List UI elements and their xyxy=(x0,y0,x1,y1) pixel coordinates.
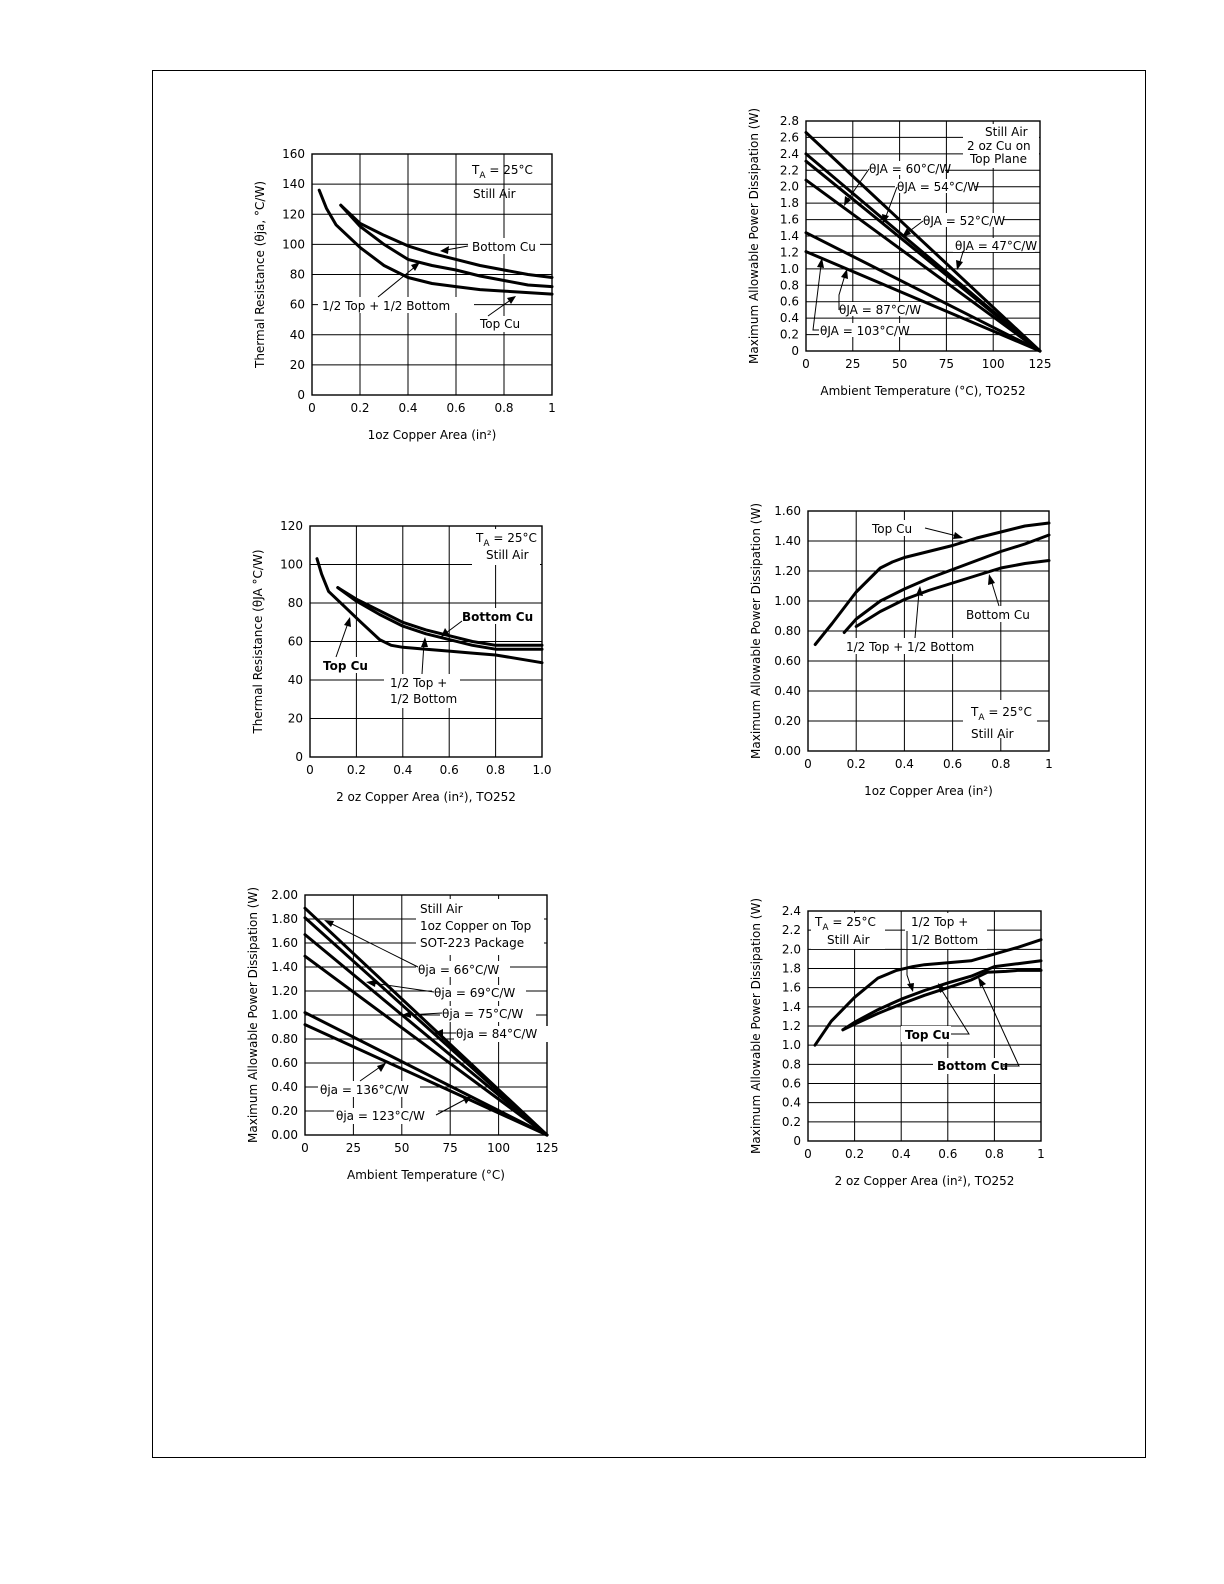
x-tick-label: 0.4 xyxy=(398,401,418,415)
y-tick-label: 1.40 xyxy=(774,534,801,548)
chart-annotations xyxy=(318,899,548,1124)
x-tick-label: 0.2 xyxy=(350,401,370,415)
condition-still-air: Still Air xyxy=(420,902,463,916)
y-tick-label: 0.4 xyxy=(781,1095,801,1110)
x-tick-label: 0.2 xyxy=(846,757,866,771)
x-tick-label: 0.8 xyxy=(494,401,514,415)
x-tick-label: 0 xyxy=(306,763,314,777)
y-tick-label: 0.2 xyxy=(779,327,799,342)
y-tick-label: 0.6 xyxy=(781,1076,801,1091)
condition-ta: $T_A = 25^\circ C$ xyxy=(472,163,533,181)
x-axis-label: 2 oz Copper Area (in²), TO252 xyxy=(336,790,516,804)
x-tick-label: 0.8 xyxy=(984,1147,1004,1161)
y-tick-label: 0.2 xyxy=(781,1114,801,1129)
x-tick-label: 50 xyxy=(394,1141,410,1155)
y-axis-label: Maximum Allowable Power Dissipation (W) xyxy=(749,898,763,1154)
y-tick-label: 2.6 xyxy=(779,130,799,145)
condition-ta: $T_A = 25^\circ C$ xyxy=(476,531,537,549)
y-tick-label: 0.80 xyxy=(271,1032,298,1046)
x-tick-label: 100 xyxy=(981,357,1005,371)
y-tick-label: 1.60 xyxy=(271,936,298,950)
series-label-top-cu: Top Cu xyxy=(480,317,521,331)
series-label-60: θJA = 60°C/W xyxy=(869,162,952,176)
y-tick-label: 0.60 xyxy=(774,654,801,668)
chart-power-vs-area-1oz xyxy=(735,500,1065,810)
series-label-half-bottom: 1/2 Bottom xyxy=(911,933,979,947)
x-tick-label: 1 xyxy=(1037,1147,1045,1161)
x-tick-label: 25 xyxy=(345,1141,362,1155)
x-tick-label: 125 xyxy=(535,1141,559,1155)
x-tick-label: 50 xyxy=(891,357,908,371)
series-label-half-top: 1/2 Top + xyxy=(390,676,448,690)
x-tick-label: 0.6 xyxy=(938,1147,958,1161)
condition-top-plane: Top Plane xyxy=(970,152,1027,166)
y-tick-label: 1.6 xyxy=(779,212,799,227)
x-tick-label: 0.4 xyxy=(894,757,914,771)
y-tick-label: 0 xyxy=(793,1134,801,1148)
y-tick-label: 1.0 xyxy=(779,261,799,276)
series-label-136: θja = 136°C/W xyxy=(320,1083,409,1097)
chart-power-vs-temperature-to252 xyxy=(735,105,1065,415)
series-label-top-cu: Top Cu xyxy=(323,659,368,673)
series-label-47: θJA = 47°C/W xyxy=(955,239,1038,253)
y-tick-label: 0.40 xyxy=(271,1080,298,1094)
series-label-66: θja = 66°C/W xyxy=(418,963,500,977)
series-label-bottom-cu: Bottom Cu xyxy=(937,1059,1009,1073)
y-tick-label: 0.60 xyxy=(271,1056,298,1070)
y-tick-label: 1.4 xyxy=(779,229,799,243)
x-tick-label: 75 xyxy=(938,357,955,371)
x-tick-label: 1 xyxy=(1045,757,1053,771)
y-tick-label: 20 xyxy=(287,711,303,726)
x-tick-label: 0.2 xyxy=(346,763,366,777)
series-label-bottom-cu: Bottom Cu xyxy=(472,240,536,254)
y-tick-label: 80 xyxy=(289,267,305,282)
y-tick-label: 1.8 xyxy=(781,961,801,976)
y-tick-label: 40 xyxy=(289,327,305,342)
y-tick-label: 2.00 xyxy=(271,888,298,902)
x-tick-label: 0.6 xyxy=(439,763,459,777)
condition-still-air: Still Air xyxy=(486,548,529,562)
y-tick-label: 0.00 xyxy=(774,744,801,758)
x-tick-label: 0 xyxy=(308,401,316,415)
y-tick-label: 40 xyxy=(287,673,303,687)
x-tick-label: 25 xyxy=(845,357,861,371)
y-tick-label: 2.2 xyxy=(779,163,799,178)
chart-power-vs-temperature-sot223 xyxy=(240,885,570,1195)
series-label-half-bottom: 1/2 Bottom xyxy=(390,692,458,706)
y-tick-label: 140 xyxy=(282,177,305,192)
condition-still-air: Still Air xyxy=(473,187,516,201)
y-tick-label: 0.20 xyxy=(774,714,801,728)
x-tick-label: 0 xyxy=(802,357,810,371)
y-axis-label: Thermal Resistance (θja, °C/W) xyxy=(253,180,267,369)
y-tick-label: 20 xyxy=(289,357,305,372)
chart-annotations xyxy=(318,163,540,332)
series-label-top-cu: Top Cu xyxy=(872,522,913,536)
series-label-bottom-cu: Bottom Cu xyxy=(462,610,534,624)
y-tick-label: 160 xyxy=(282,147,305,161)
chart-thermal-resistance-2oz xyxy=(250,515,570,815)
y-tick-label: 0.8 xyxy=(781,1057,801,1072)
y-tick-label: 1.6 xyxy=(781,980,801,995)
x-tick-label: 0.2 xyxy=(845,1147,865,1161)
y-tick-label: 1.80 xyxy=(271,912,298,926)
y-tick-label: 120 xyxy=(282,207,305,222)
y-tick-label: 2.4 xyxy=(779,146,799,161)
y-tick-label: 120 xyxy=(280,519,303,533)
y-tick-label: 0.6 xyxy=(779,294,799,309)
chart-power-vs-area-2oz xyxy=(735,895,1065,1195)
condition-still-air: Still Air xyxy=(985,125,1028,139)
x-tick-label: 1.0 xyxy=(532,763,552,777)
chart-thermal-resistance-1oz xyxy=(240,140,580,460)
y-tick-label: 1.60 xyxy=(774,504,801,518)
y-tick-label: 0 xyxy=(295,750,303,764)
y-tick-label: 2.2 xyxy=(781,923,801,938)
series-label-half-top-bottom: 1/2 Top + 1/2 Bottom xyxy=(846,640,975,654)
condition-ta: $T_A = 25^\circ C$ xyxy=(815,915,876,933)
x-axis-label: 1oz Copper Area (in²) xyxy=(864,784,993,798)
y-tick-label: 1.00 xyxy=(271,1008,298,1022)
x-tick-label: 75 xyxy=(442,1141,458,1155)
y-tick-label: 0 xyxy=(791,344,799,358)
x-tick-label: 0.6 xyxy=(446,401,466,415)
x-tick-label: 0.8 xyxy=(486,763,506,777)
series-label-52: θJA = 52°C/W xyxy=(923,214,1006,228)
y-tick-label: 80 xyxy=(287,596,303,610)
y-tick-label: 1.4 xyxy=(781,999,801,1014)
x-axis-label: 1oz Copper Area (in²) xyxy=(367,428,497,442)
x-tick-label: 0.4 xyxy=(891,1147,911,1161)
y-tick-label: 100 xyxy=(282,237,305,252)
series-label-69: θja = 69°C/W xyxy=(434,986,516,1000)
series-label-half-top-bottom: 1/2 Top + 1/2 Bottom xyxy=(322,299,451,313)
condition-still-air: Still Air xyxy=(971,727,1014,741)
y-tick-label: 2.0 xyxy=(781,942,801,957)
y-axis-label: Maximum Allowable Power Dissipation (W) xyxy=(749,503,763,759)
series-label-123: θja = 123°C/W xyxy=(336,1109,425,1123)
series-label-103: θJA = 103°C/W xyxy=(820,324,910,338)
y-tick-label: 1.2 xyxy=(779,245,799,260)
y-axis-label: Maximum Allowable Power Dissipation (W) xyxy=(747,108,761,364)
condition-sot223: SOT-223 Package xyxy=(420,936,525,950)
y-tick-label: 0.8 xyxy=(779,278,799,293)
y-tick-label: 0.80 xyxy=(774,624,801,638)
series-label-54: θJA = 54°C/W xyxy=(897,180,980,194)
y-axis-label: Thermal Resistance (θJA °C/W) xyxy=(251,549,265,734)
series-line-2 xyxy=(843,970,1041,1029)
condition-still-air: Still Air xyxy=(827,933,870,947)
y-tick-label: 2.0 xyxy=(779,179,799,194)
y-tick-label: 1.2 xyxy=(781,1019,801,1033)
series-label-bottom-cu: Bottom Cu xyxy=(966,608,1030,622)
series-label-top-cu: Top Cu xyxy=(905,1028,950,1042)
y-tick-label: 1.20 xyxy=(774,564,801,578)
chart-annotations xyxy=(813,124,1039,338)
y-tick-label: 0.20 xyxy=(271,1104,298,1118)
x-axis-label: 2 oz Copper Area (in²), TO252 xyxy=(834,1174,1015,1188)
x-tick-label: 0.6 xyxy=(943,757,963,771)
x-tick-label: 1 xyxy=(548,401,556,415)
y-tick-label: 2.4 xyxy=(781,904,801,918)
x-tick-label: 0 xyxy=(804,757,812,771)
y-tick-label: 1.40 xyxy=(271,960,298,974)
series-label-75: θja = 75°C/W xyxy=(442,1007,524,1021)
y-axis-label: Maximum Allowable Power Dissipation (W) xyxy=(246,887,260,1143)
x-tick-label: 0 xyxy=(301,1141,309,1155)
series-label-87: θJA = 87°C/W xyxy=(839,303,922,317)
y-tick-label: 0 xyxy=(297,388,305,402)
y-tick-label: 100 xyxy=(280,557,303,572)
x-tick-label: 0.4 xyxy=(393,763,413,777)
condition-ta: $T_A = 25^\circ C$ xyxy=(971,705,1032,723)
y-tick-label: 0.00 xyxy=(271,1128,298,1142)
condition-2oz-cu: 2 oz Cu on xyxy=(967,139,1031,153)
series-label-84: θja = 84°C/W xyxy=(456,1027,538,1041)
x-axis-label: Ambient Temperature (°C) xyxy=(347,1168,505,1182)
condition-1oz-copper: 1oz Copper on Top xyxy=(420,919,532,933)
y-tick-label: 60 xyxy=(289,297,305,312)
x-tick-label: 125 xyxy=(1028,357,1052,371)
grid xyxy=(312,154,552,395)
y-tick-label: 0.40 xyxy=(774,684,801,698)
y-tick-label: 0.4 xyxy=(779,311,799,326)
x-axis-label: Ambient Temperature (°C), TO252 xyxy=(820,384,1026,398)
chart-annotations xyxy=(320,529,540,708)
y-tick-label: 2.8 xyxy=(779,114,799,128)
x-tick-label: 100 xyxy=(487,1141,511,1155)
series-label-half-top: 1/2 Top + xyxy=(911,915,969,929)
x-tick-label: 0.8 xyxy=(991,757,1011,771)
y-tick-label: 1.00 xyxy=(774,594,801,608)
y-tick-label: 1.0 xyxy=(781,1038,801,1053)
y-tick-label: 1.8 xyxy=(779,196,799,211)
x-tick-label: 0 xyxy=(804,1147,812,1161)
y-tick-label: 60 xyxy=(287,634,303,649)
y-tick-label: 1.20 xyxy=(271,984,298,998)
